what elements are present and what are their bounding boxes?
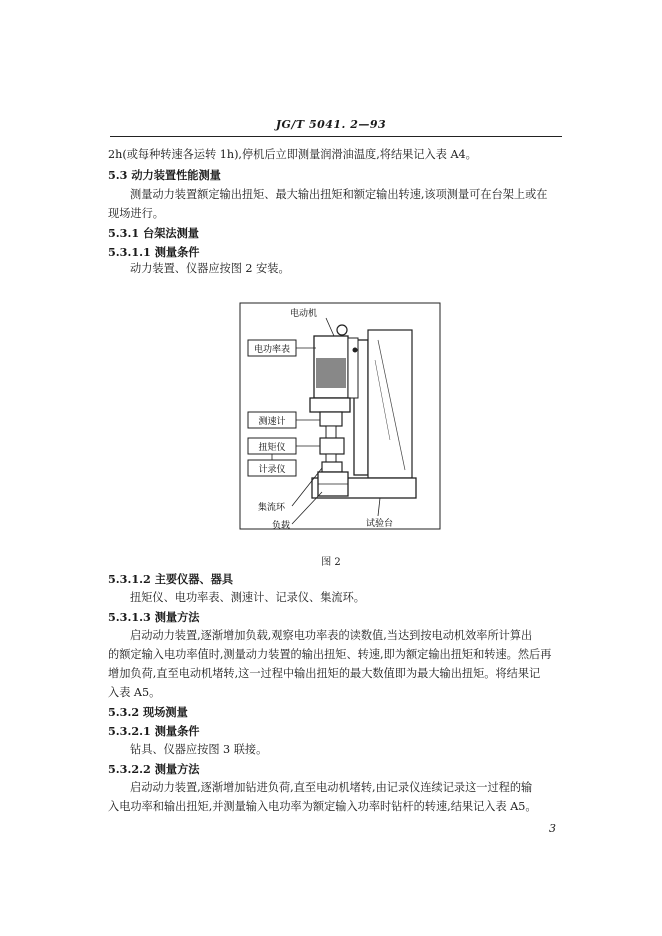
text-line-7: 动力装置、仪器应按图 2 安装。 [130,262,290,275]
tachometer-label: 测速计 [258,417,286,427]
power-meter-label: 电功率表 [253,345,291,355]
load-label: 负载 [272,521,291,531]
slip-ring-unit [322,462,342,472]
text-line-19: 启动动力装置,逐渐增加钻进负荷,直至电动机堵转,由记录仪连续记录这一过程的输 [130,781,533,794]
text-line-1: 2h(或每种转速各运转 1h),停机后立即测量润滑油温度,将结果记入表 A4。 [108,148,477,161]
motor-bolt [353,348,358,353]
section-heading-5-3-1: 5.3.1 台架法测量 [108,226,199,240]
torque-meter-label: 扭矩仪 [258,443,286,453]
motor-label: 电动机 [290,309,318,319]
section-heading-5-3: 5.3 动力装置性能测量 [108,168,221,182]
load-leader [292,492,322,524]
shaft-lower [326,454,336,462]
header-rule [110,136,562,137]
running-header: JG/T 5041. 2—93 [275,118,387,131]
text-line-17: 钻具、仪器应按图 3 联接。 [130,743,268,756]
section-heading-5-3-2-2: 5.3.2.2 测量方法 [108,762,200,776]
torque-meter-unit [320,438,344,454]
slip-ring-label: 集流环 [258,503,286,513]
motor-hook [337,325,347,335]
text-line-11: 启动动力装置,逐渐增加负载,观察电功率表的读数值,当达到按电动机效率所计算出 [130,629,533,642]
text-line-14: 入表 A5。 [108,686,161,699]
text-line-20: 入电功率和输出扭矩,并测量输入电功率为额定输入功率时钻杆的转速,结果记入表 A5。 [108,800,537,813]
figure-2-diagram [230,300,450,540]
motor-leader [326,318,334,336]
text-line-13: 增加负荷,直至电动机堵转,这一过程中输出扭矩的最大数值即为最大输出扭矩。将结果记 [108,667,541,680]
motor-mount [348,338,358,398]
section-heading-5-3-1-1: 5.3.1.1 测量条件 [108,245,200,259]
test-bench-label: 试验台 [366,519,394,529]
text-line-3: 测量动力装置额定输出扭矩、最大输出扭矩和额定输出转速,该项测量可在台架上或在 [130,188,548,201]
section-heading-5-3-1-3: 5.3.1.3 测量方法 [108,610,200,624]
test-bench-back-plate [368,330,412,478]
section-heading-5-3-2-1: 5.3.2.1 测量条件 [108,724,200,738]
test-bench-leader [378,498,380,516]
section-heading-5-3-1-2: 5.3.1.2 主要仪器、器具 [108,572,234,586]
tachometer-unit [320,412,342,426]
recorder-label: 计录仪 [258,465,286,475]
text-line-4: 现场进行。 [108,207,164,220]
text-line-9: 扭矩仪、电功率表、测速计、记录仪、集流环。 [130,591,365,604]
shaft-upper [326,426,336,438]
motor-shade [316,358,346,388]
figure-caption: 图 2 [321,557,341,568]
motor-flange [310,398,350,412]
text-line-12: 的额定输入电功率值时,测量动力装置的输出扭矩、转速,即为额定输出扭矩和转速。然后再 [108,648,552,661]
section-heading-5-3-2: 5.3.2 现场测量 [108,705,188,719]
page-number: 3 [549,822,556,835]
